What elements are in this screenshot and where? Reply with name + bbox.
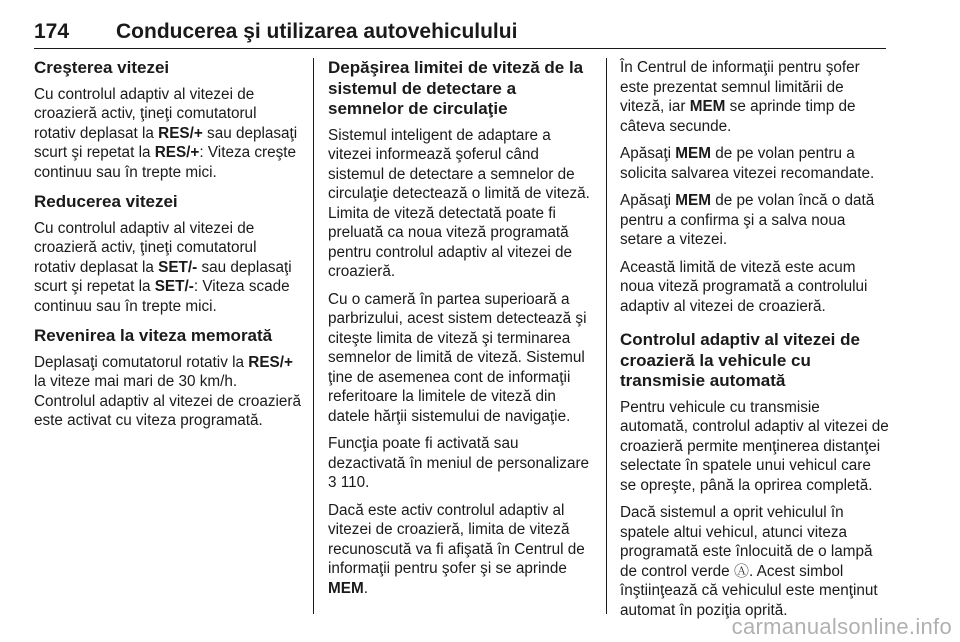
paragraph-resume-speed: Deplasaţi comutatorul rotativ la RES/+ la viteze mai mari de 30 km/h. Controlul adaptiv al vitezei de croazieră este activat cu viteza programată.: [34, 353, 301, 429]
page-number: 174: [34, 20, 70, 43]
watermark: carmanualsonline.info: [731, 614, 952, 639]
paragraph-press-mem: Apăsaţi MEM de pe volan pentru a solicita salvarea vitezei recomandate.: [620, 145, 875, 182]
section-resume-speed: [34, 326, 302, 431]
paragraph-automatic-transmission: Pentru vehicule cu transmisie automată, controlul adaptiv al vitezei de croazieră permite menţinerea distanţei selectate în spatele unui vehicul care se opreşte, până la oprirea completă.: [620, 398, 889, 494]
section-title-automatic-transmission: Controlul adaptiv al vitezei de croazieră la vehicule cu transmisie automată: [620, 330, 860, 390]
paragraph-mem-display: Dacă este activ controlul adaptiv al vitezei de croazieră, limita de viteză recunoscută va fi afişată în Centrul de informaţii pentru şofer şi se aprinde MEM.: [328, 501, 585, 597]
auto-hold-icon: Ⓐ: [733, 562, 749, 580]
paragraph-confirm-mem: Apăsaţi MEM de pe volan încă o dată pentru a confirma şi a salva noua setare a vitezei.: [620, 192, 875, 248]
column-divider-1: [313, 58, 314, 614]
section-title-sign-detection: Depăşirea limitei de viteză de la sistemul de detectare a semnelor de circulaţie: [328, 58, 584, 118]
page-reference-arrow-icon: 3: [328, 474, 337, 491]
paragraph-stopped-vehicle: Dacă sistemul a oprit vehiculul în spatele altui vehicul, atunci viteza programată este înlocuită de o lampă de control verde Ⓐ. Acest simbol înştiinţează că vehiculul este menţinut automat în poziţia oprită.: [620, 504, 878, 619]
paragraph-new-speed: Această limită de viteză este acum noua viteză programată a controlului adaptiv al vitezei de croazieră.: [620, 258, 868, 315]
paragraph-dic-sign: În Centrul de informaţii pentru şofer este prezentat semnul limitării de viteză, iar MEM se aprinde timp de câteva secunde.: [620, 59, 860, 135]
paragraph-camera: Cu o cameră în partea superioară a parbrizului, acest sistem detectează şi citeşte limita de viteză şi terminarea semnelor de limită de viteză. Sistemul ţine de asemenea cont de informaţii referitoare la limitele de viteză din datele hărţii sistemului de navigaţie.: [328, 290, 587, 425]
paragraph-speed-increase: Cu controlul adaptiv al vitezei de croazieră activ, ţineţi comutatorul rotativ deplasat la RES/+ sau deplasaţi scurt şi repetat la RES/+: Viteza creşte continuu sau în trepte mici.: [34, 85, 298, 181]
page-header: [34, 14, 886, 48]
column-1: [34, 58, 302, 441]
paragraph-speed-decrease: Cu controlul adaptiv al vitezei de croazieră activ, ţineţi comutatorul rotativ deplasat la SET/- sau deplasaţi scurt şi repetat la SET/-: Viteza scade continuu sau în trepte mici.: [34, 219, 292, 315]
paragraph-isa-intro: Sistemul inteligent de adaptare a vitezei informează şoferul când sistemul de detectare a semnelor de circulaţie detectează o limită de viteză. Limita de viteză detectată poate fi preluată ca noua viteză programată pentru controlul adaptiv al vitezei de croazieră.: [328, 126, 590, 280]
section-title-speed-decrease: Reducerea vitezei: [34, 192, 178, 211]
column-2: [328, 58, 594, 606]
column-divider-2: [606, 58, 607, 614]
section-title-speed-increase: Creşterea vitezei: [34, 58, 170, 77]
header-rule: [34, 48, 886, 49]
section-speed-increase: [34, 58, 302, 182]
section-speed-decrease: [34, 192, 302, 316]
page-title: Conducerea şi utilizarea autovehiculului: [116, 20, 518, 43]
column-3: [620, 58, 890, 628]
paragraph-personalization: Funcţia poate fi activată sau dezactivată în meniul de personalizare 3 110.: [328, 435, 590, 491]
section-title-resume-speed: Revenirea la viteza memorată: [34, 326, 273, 345]
